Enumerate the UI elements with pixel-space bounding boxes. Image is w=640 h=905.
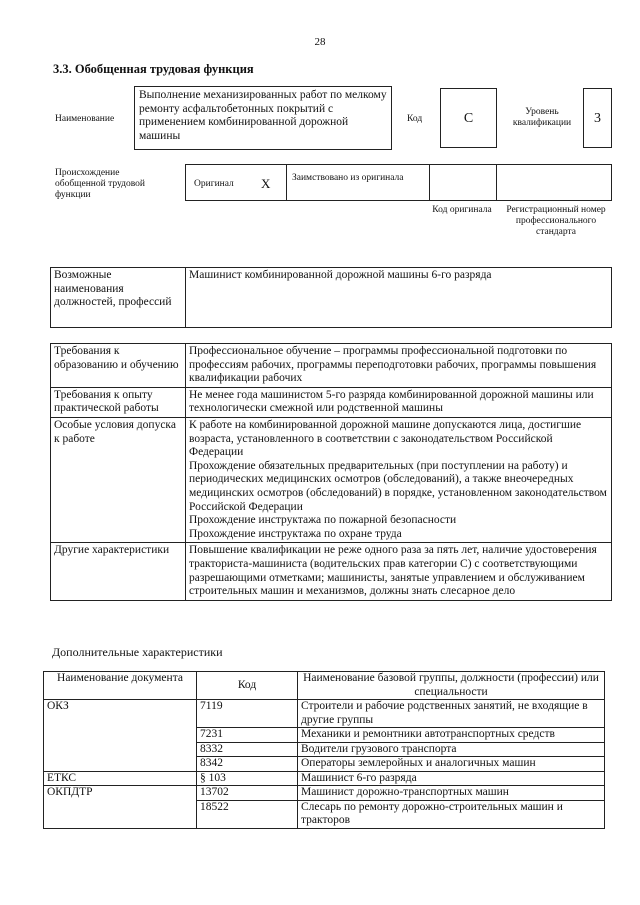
section-title: 3.3. Обобщенная трудовая функция [53, 62, 254, 76]
name-label: Наименование [55, 114, 115, 124]
page-number: 28 [314, 36, 326, 48]
table-row [44, 771, 605, 786]
requirement-line: Прохождение инструктажа по пожарной безопасности [189, 514, 457, 527]
positions-value: Машинист комбинированной дорожной машины 6-го разряда [186, 268, 612, 328]
requirement-text: Не менее года машинистом 5-го разряда комбинированной дорожной машины или технологически смежной или родственной машины [186, 387, 612, 417]
cell-name: Строители и рабочие родственных занятий, не входящие в другие группы [298, 700, 605, 728]
requirement-label: Особые условия допуска к работе [51, 417, 186, 542]
borrowed-label: Заимствовано из оригинала [292, 173, 404, 183]
code-value: С [440, 88, 497, 148]
table-row [44, 700, 605, 728]
level-value: 3 [583, 88, 612, 148]
reg-number-label: Регистрационный номер профессионального стандарта [506, 205, 606, 237]
header-code: Код [197, 672, 298, 700]
code-original-label: Код оригинала [432, 205, 492, 215]
requirement-row [51, 387, 612, 417]
requirement-line: Прохождение обязательных предварительных (при поступлении на работу) и периодических медицинских осмотров (обследований), а также внеочередных медицинских осмотров (обследований) в порядке, установленном законодательством Российской Федерации [189, 459, 607, 513]
requirement-text: Повышение квалификации не реже одного раза за пять лет, наличие удостоверения тракториста-машиниста (водительских прав категории С) с соответствующими разрешающими отметками; машинисты, занятые управлением и обслуживанием строительных машин и механизмов, должны знать слесарное дело [186, 543, 612, 600]
positions-label: Возможные наименования должностей, профессий [51, 268, 186, 328]
requirement-row [51, 344, 612, 388]
cell-name: Операторы землеройных и аналогичных машин [298, 757, 605, 772]
original-mark: Х [261, 176, 271, 191]
requirement-label: Требования к образованию и обучению [51, 344, 186, 388]
cell-code: § 103 [197, 771, 298, 786]
function-name: Выполнение механизированных работ по мелкому ремонту асфальтобетонных покрытий с применением комбинированной дорожной машины [134, 86, 392, 150]
cell-code: 8342 [197, 757, 298, 772]
requirement-row [51, 543, 612, 600]
requirements-table [50, 343, 612, 601]
original-label: Оригинал [194, 179, 234, 189]
cell-name: Водители грузового транспорта [298, 742, 605, 757]
positions-table [50, 267, 612, 328]
cell-doc: ЕТКС [44, 771, 197, 786]
header-name: Наименование базовой группы, должности (профессии) или специальности [298, 672, 605, 700]
requirement-label: Требования к опыту практической работы [51, 387, 186, 417]
requirement-label: Другие характеристики [51, 543, 186, 600]
cell-doc: ОКПДТР [44, 786, 197, 829]
cell-code: 13702 [197, 786, 298, 801]
table-header-row [44, 672, 605, 700]
cell-code: 7231 [197, 728, 298, 743]
table-row [44, 786, 605, 801]
cell-doc: ОКЗ [44, 700, 197, 772]
code-label: Код [407, 114, 423, 124]
requirement-text-block [186, 417, 612, 542]
origin-box [185, 164, 612, 201]
cell-name: Механики и ремонтники автотранспортных средств [298, 728, 605, 743]
cell-name: Машинист дорожно-транспортных машин [298, 786, 605, 801]
origin-label: Происхождение обобщенной трудовой функции [55, 168, 145, 200]
requirement-row [51, 417, 612, 542]
cell-code: 8332 [197, 742, 298, 757]
cell-name: Слесарь по ремонту дорожно-строительных машин и тракторов [298, 800, 605, 828]
requirement-text: Профессиональное обучение – программы профессиональной подготовки по профессиям рабочих, программы переподготовки рабочих, программы повышения квалификации рабочих [186, 344, 612, 388]
level-label: Уровень квалификации [512, 107, 572, 128]
additional-table [43, 671, 605, 829]
requirement-line: Прохождение инструктажа по охране труда [189, 527, 402, 540]
cell-code: 7119 [197, 700, 298, 728]
cell-code: 18522 [197, 800, 298, 828]
header-doc: Наименование документа [44, 672, 197, 700]
requirement-line: К работе на комбинированной дорожной машине допускаются лица, достигшие возраста, установленного в соответствии с законодательством Российской Федерации [189, 418, 582, 459]
additional-title: Дополнительные характеристики [52, 645, 223, 659]
cell-name: Машинист 6-го разряда [298, 771, 605, 786]
